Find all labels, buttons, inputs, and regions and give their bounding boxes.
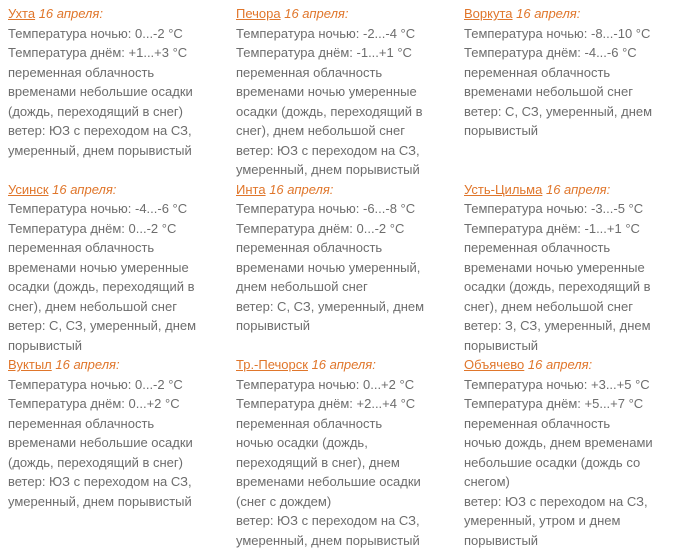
temp-day-line: Температура днём: +2...+4 °C xyxy=(236,394,452,414)
wind-line: ветер: С, СЗ, умеренный, днем порывистый xyxy=(464,102,680,141)
forecast-block-vorkuta xyxy=(464,4,680,141)
forecast-date: 16 апреля: xyxy=(284,6,348,21)
precipitation-line: временами ночью умеренные осадки (дождь, переходящий в снег), днем небольшой снег xyxy=(236,82,452,141)
forecast-date: 16 апреля: xyxy=(528,357,592,372)
cloudiness-line: переменная облачность xyxy=(236,63,452,83)
temp-night-line: Температура ночью: 0...-2 °C xyxy=(8,375,224,395)
forecast-block-obyachevo xyxy=(464,355,680,550)
forecast-date: 16 апреля: xyxy=(516,6,580,21)
precipitation-line: временами небольшие осадки (дождь, переходящий в снег) xyxy=(8,82,224,121)
temp-day-line: Температура днём: -4...-6 °C xyxy=(464,43,680,63)
city-link-troitsko-pechorsk[interactable]: Тр.-Печорск xyxy=(236,357,308,372)
forecast-block-usinsk xyxy=(8,180,224,356)
forecast-block-troitsko-pechorsk xyxy=(236,355,452,550)
temp-day-line: Температура днём: 0...+2 °C xyxy=(8,394,224,414)
temp-day-line: Температура днём: +1...+3 °C xyxy=(8,43,224,63)
cloudiness-line: переменная облачность xyxy=(464,238,680,258)
temp-night-line: Температура ночью: -3...-5 °C xyxy=(464,199,680,219)
city-link-pechora[interactable]: Печора xyxy=(236,6,281,21)
temp-day-line: Температура днём: 0...-2 °C xyxy=(236,219,452,239)
wind-line: ветер: ЮЗ с переходом на СЗ, умеренный, днем порывистый xyxy=(8,472,224,511)
cloudiness-line: переменная облачность xyxy=(464,414,680,434)
cloudiness-line: переменная облачность xyxy=(464,63,680,83)
precipitation-line: временами небольшой снег xyxy=(464,82,680,102)
temp-day-line: Температура днём: +5...+7 °C xyxy=(464,394,680,414)
forecast-date: 16 апреля: xyxy=(39,6,103,21)
precipitation-line: временами ночью умеренный, днем небольшой снег xyxy=(236,258,452,297)
forecast-block-ust-tsilma xyxy=(464,180,680,356)
temp-night-line: Температура ночью: 0...-2 °C xyxy=(8,24,224,44)
precipitation-line: временами небольшие осадки (дождь, переходящий в снег) xyxy=(8,433,224,472)
wind-line: ветер: З, СЗ, умеренный, днем порывистый xyxy=(464,316,680,355)
city-link-usinsk[interactable]: Усинск xyxy=(8,182,49,197)
forecast-header xyxy=(8,180,224,200)
temp-night-line: Температура ночью: 0...+2 °C xyxy=(236,375,452,395)
forecast-block-vuktyl xyxy=(8,355,224,511)
precipitation-line: временами ночью умеренные осадки (дождь, переходящий в снег), днем небольшой снег xyxy=(464,258,680,317)
forecast-date: 16 апреля: xyxy=(55,357,119,372)
wind-line: ветер: ЮЗ с переходом на СЗ, умеренный, днем порывистый xyxy=(236,511,452,550)
cloudiness-line: переменная облачность xyxy=(8,63,224,83)
temp-night-line: Температура ночью: -6...-8 °C xyxy=(236,199,452,219)
forecast-header xyxy=(464,180,680,200)
wind-line: ветер: С, СЗ, умеренный, днем порывистый xyxy=(8,316,224,355)
cloudiness-line: переменная облачность xyxy=(236,238,452,258)
wind-line: ветер: ЮЗ с переходом на СЗ, умеренный, утром и днем порывистый xyxy=(464,492,680,550)
wind-line: ветер: С, СЗ, умеренный, днем порывистый xyxy=(236,297,452,336)
temp-day-line: Температура днём: -1...+1 °C xyxy=(464,219,680,239)
forecast-date: 16 апреля: xyxy=(269,182,333,197)
precipitation-line: ночью осадки (дождь, переходящий в снег), днем временами небольшие осадки (снег с дождем) xyxy=(236,433,452,511)
city-link-inta[interactable]: Инта xyxy=(236,182,266,197)
cloudiness-line: переменная облачность xyxy=(236,414,452,434)
forecast-date: 16 апреля: xyxy=(52,182,116,197)
forecast-date: 16 апреля: xyxy=(312,357,376,372)
temp-night-line: Температура ночью: -2...-4 °C xyxy=(236,24,452,44)
city-link-ukhta[interactable]: Ухта xyxy=(8,6,35,21)
forecast-header xyxy=(464,355,680,375)
temp-night-line: Температура ночью: -4...-6 °C xyxy=(8,199,224,219)
temp-night-line: Температура ночью: -8...-10 °C xyxy=(464,24,680,44)
forecast-header xyxy=(236,180,452,200)
precipitation-line: временами ночью умеренные осадки (дождь, переходящий в снег), днем небольшой снег xyxy=(8,258,224,317)
city-link-vuktyl[interactable]: Вуктыл xyxy=(8,357,52,372)
precipitation-line: ночью дождь, днем временами небольшие осадки (дождь со снегом) xyxy=(464,433,680,492)
forecast-block-pechora xyxy=(236,4,452,180)
wind-line: ветер: ЮЗ с переходом на СЗ, умеренный, днем порывистый xyxy=(8,121,224,160)
forecast-header xyxy=(8,4,224,24)
temp-day-line: Температура днём: 0...-2 °C xyxy=(8,219,224,239)
forecast-block-ukhta xyxy=(8,4,224,160)
forecast-date: 16 апреля: xyxy=(546,182,610,197)
city-link-obyachevo[interactable]: Объячево xyxy=(464,357,524,372)
forecast-block-inta xyxy=(236,180,452,336)
cloudiness-line: переменная облачность xyxy=(8,414,224,434)
temp-day-line: Температура днём: -1...+1 °C xyxy=(236,43,452,63)
wind-line: ветер: ЮЗ с переходом на СЗ, умеренный, днем порывистый xyxy=(236,141,452,180)
temp-night-line: Температура ночью: +3...+5 °C xyxy=(464,375,680,395)
forecast-header xyxy=(8,355,224,375)
city-link-vorkuta[interactable]: Воркута xyxy=(464,6,513,21)
forecast-header xyxy=(236,355,452,375)
city-link-ust-tsilma[interactable]: Усть-Цильма xyxy=(464,182,542,197)
forecast-header xyxy=(236,4,452,24)
forecast-header xyxy=(464,4,680,24)
cloudiness-line: переменная облачность xyxy=(8,238,224,258)
